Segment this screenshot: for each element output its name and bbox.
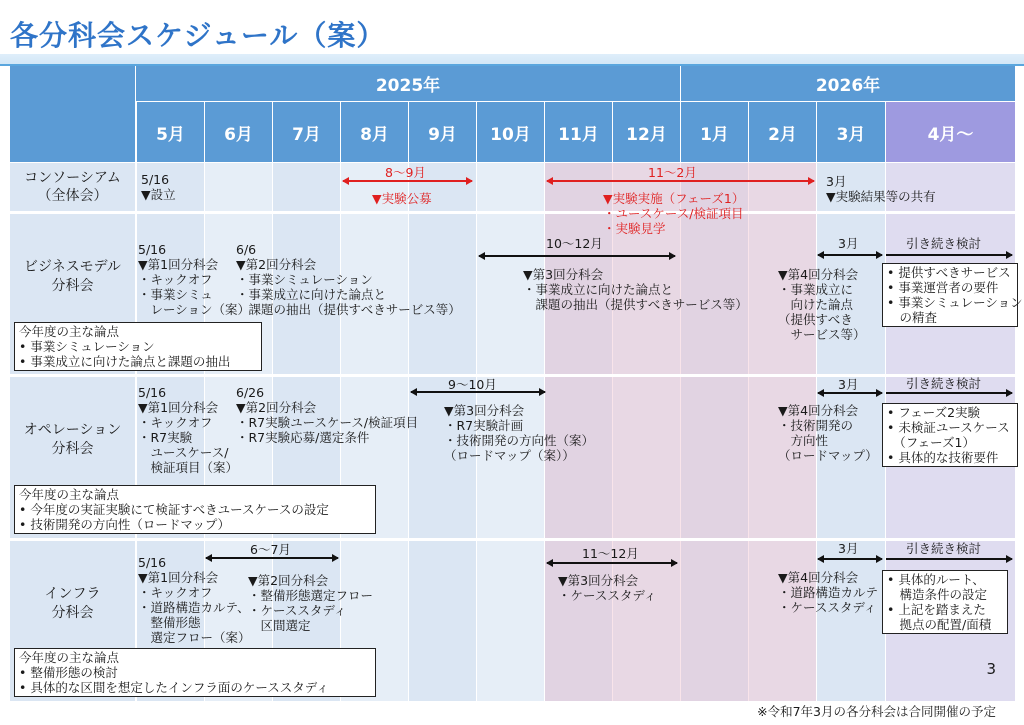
row-header-business: ビジネスモデル 分科会 xyxy=(10,214,135,374)
business-continue: 引き続き検討 xyxy=(906,236,982,251)
month-6: 6月 xyxy=(204,102,272,162)
infra-meeting-2: ▼第2回分科会 ・整備形態選定フロー ・ケーススタディ 区間選定 xyxy=(248,573,374,633)
infra-issues-box: 今年度の主な論点 • 整備形態の検討 • 具体的な区間を想定したインフラ面のケーススタディ xyxy=(14,648,376,697)
month-12: 12月 xyxy=(612,102,680,162)
business-span-3: 10～12月 xyxy=(546,236,603,251)
business-continue-box: • 提供すべきサービス • 事業運営者の要件 • 事業シミュレーション の精査 xyxy=(882,263,1018,327)
year-2026: 2026年 xyxy=(681,66,1015,101)
infra-span-4: 3月 xyxy=(838,541,859,556)
month-11: 11月 xyxy=(544,102,612,162)
business-issues-box: 今年度の主な論点 • 事業シミュレーション • 事業成立に向けた論点と課題の抽出 xyxy=(14,322,262,371)
business-meeting-2: 6/6 ▼第2回分科会 ・事業シミュレーション ・事業成立に向けた論点と 課題の抽出（提供すべきサービス等） xyxy=(236,242,461,317)
infra-span-2: 6～7月 xyxy=(250,542,291,557)
operation-continue-box: • フェーズ2実験 • 未検証ユースケース （フェーズ1） • 具体的な技術要件 xyxy=(882,403,1018,467)
business-meeting-1: 5/16 ▼第1回分科会 ・キックオフ ・事業シミュ レーション（案） xyxy=(138,242,251,317)
month-2: 2月 xyxy=(748,102,816,162)
month-9: 9月 xyxy=(408,102,476,162)
infra-span-3: 11～12月 xyxy=(582,546,639,561)
infra-meeting-4: ▼第4回分科会 ・道路構造カルテ ・ケーススタディ xyxy=(778,570,879,615)
business-meeting-3: ▼第3回分科会 ・事業成立に向けた論点と 課題の抽出（提供すべきサービス等） xyxy=(523,267,748,312)
consortium-event-a: ▼実験公募 xyxy=(372,191,432,206)
consortium-span-a: 8～9月 xyxy=(385,165,426,180)
month-4-onward: 4月～ xyxy=(885,102,1015,162)
row-separator xyxy=(10,374,1015,377)
consortium-start: 5/16 ▼設立 xyxy=(141,172,176,202)
month-1: 1月 xyxy=(680,102,748,162)
infra-continue-box: • 具体的ルート、 構造条件の設定 • 上記を踏まえた 拠点の配置/面積 xyxy=(882,570,1008,634)
header-corner xyxy=(10,66,135,162)
consortium-span-b: 11～2月 xyxy=(648,165,697,180)
operation-continue: 引き続き検討 xyxy=(906,376,982,391)
page-title: 各分科会スケジュール（案） xyxy=(10,19,386,52)
row-header-infra: インフラ 分科会 xyxy=(10,541,135,701)
month-10: 10月 xyxy=(476,102,544,162)
month-3: 3月 xyxy=(816,102,885,162)
month-5: 5月 xyxy=(136,102,204,162)
operation-span-4: 3月 xyxy=(838,377,859,392)
operation-meeting-4: ▼第4回分科会 ・技術開発の 方向性 （ロードマップ） xyxy=(778,403,878,463)
row-header-operation: オペレーション 分科会 xyxy=(10,377,135,538)
operation-meeting-2: 6/26 ▼第2回分科会 ・R7実験ユースケース/検証項目 ・R7実験応募/選定条件 xyxy=(236,385,419,445)
operation-issues-box: 今年度の主な論点 • 今年度の実証実験にて検証すべきユースケースの設定 • 技術開発の方向性（ロードマップ） xyxy=(14,485,376,534)
consortium-event-b: ▼実験実施（フェーズ1） ・ユースケース/検証項目 ・実験見学 xyxy=(603,191,745,236)
business-span-4: 3月 xyxy=(838,236,859,251)
footnote: ※令和7年3月の各分科会は合同開催の予定 xyxy=(757,704,996,719)
operation-span-3: 9～10月 xyxy=(448,377,497,392)
business-meeting-4: ▼第4回分科会 ・事業成立に 向けた論点 （提供すべき サービス等） xyxy=(778,267,866,342)
month-8: 8月 xyxy=(340,102,408,162)
infra-continue: 引き続き検討 xyxy=(906,541,982,556)
consortium-end: 3月 ▼実験結果等の共有 xyxy=(826,174,936,204)
month-7: 7月 xyxy=(272,102,340,162)
year-2025: 2025年 xyxy=(136,66,680,101)
page-number: 3 xyxy=(986,660,996,678)
operation-meeting-3: ▼第3回分科会 ・R7実験計画 ・技術開発の方向性（案） （ロードマップ（案）） xyxy=(444,403,595,463)
infra-meeting-3: ▼第3回分科会 ・ケーススタディ xyxy=(558,573,657,603)
infra-meeting-1: 5/16 ▼第1回分科会 ・キックオフ ・道路構造カルテ、 整備形態 選定フロー（案） xyxy=(138,555,251,645)
row-separator xyxy=(10,538,1015,541)
row-separator xyxy=(10,211,1015,214)
operation-meeting-1: 5/16 ▼第1回分科会 ・キックオフ ・R7実験 ユースケース/ 検証項目（案） xyxy=(138,385,239,475)
row-header-consortium: コンソーシアム （全体会） xyxy=(10,163,135,211)
